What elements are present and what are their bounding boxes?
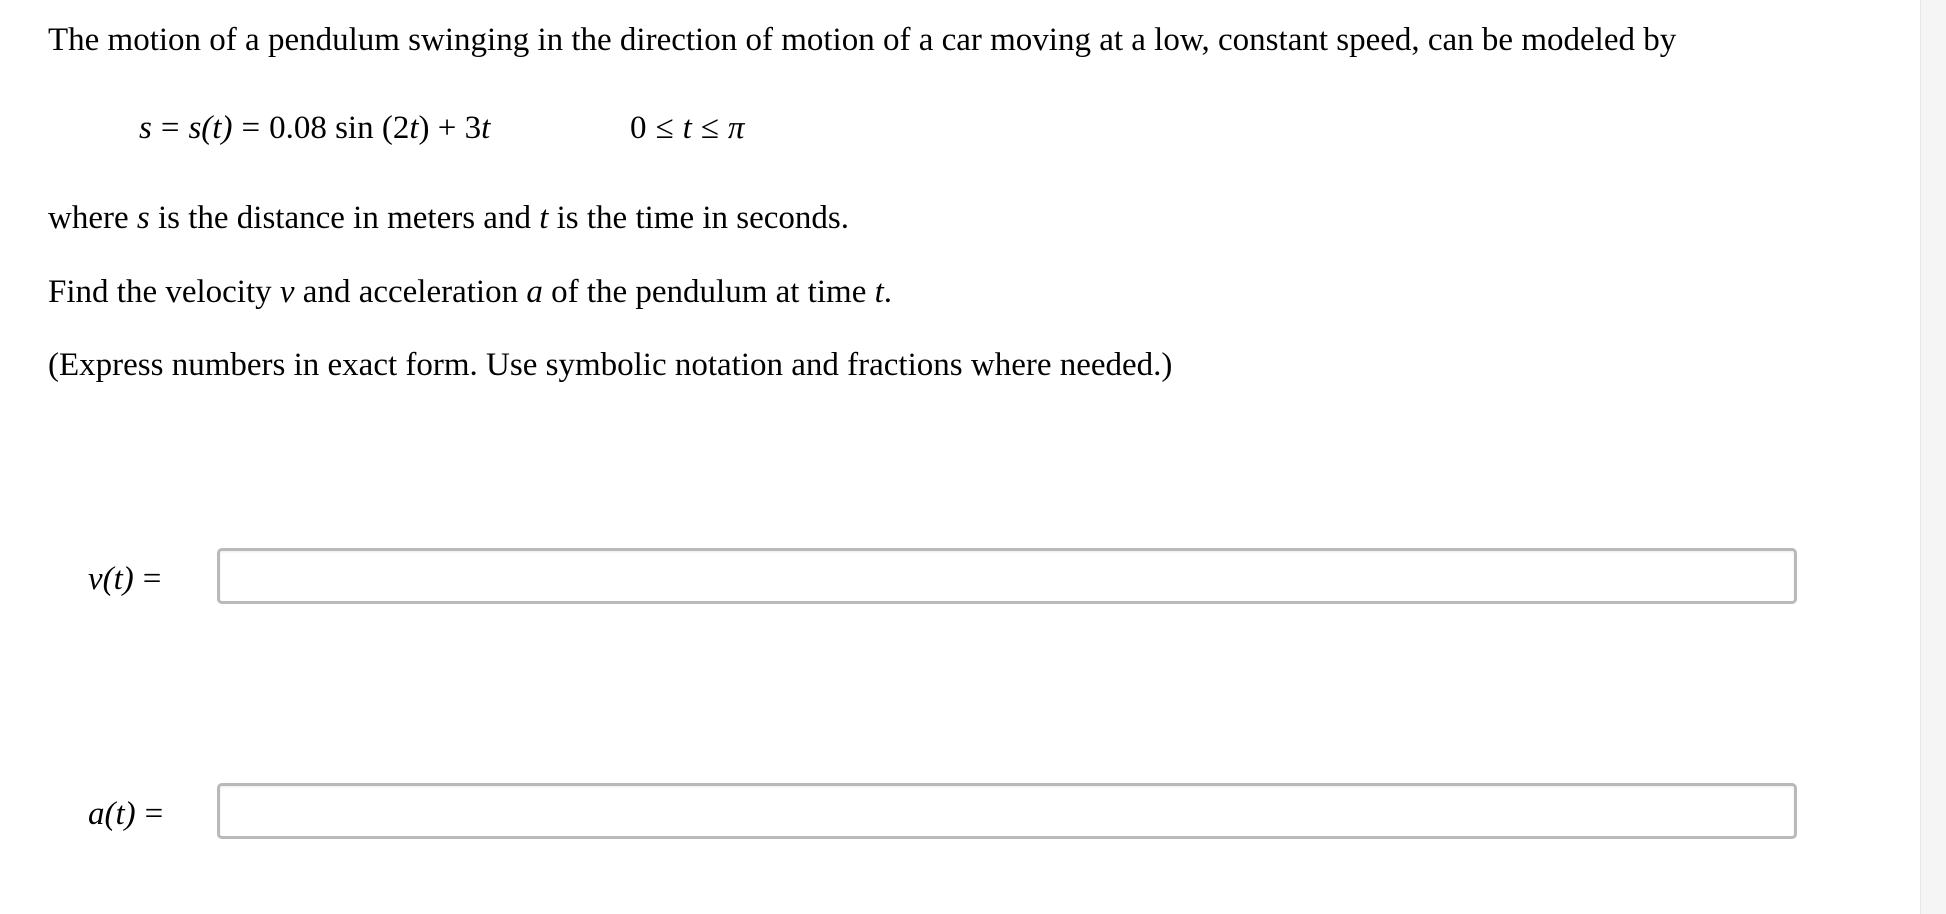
domain-le-1: ≤ [655, 110, 674, 146]
formula-expr-prefix: 0.08 sin (2 [269, 110, 410, 146]
position-formula [139, 108, 745, 148]
formula-lhs-var: s [139, 110, 152, 146]
find-t-var: t [874, 274, 884, 310]
variable-description [48, 198, 849, 238]
velocity-answer-input[interactable] [217, 548, 1797, 604]
where-prefix: where [48, 200, 137, 236]
where-t-var: t [539, 200, 549, 236]
acceleration-label-eq: = [144, 796, 164, 832]
domain-le-2: ≤ [700, 110, 719, 146]
formula-domain [630, 108, 744, 148]
domain-low: 0 [630, 110, 647, 146]
formula-equals-2: = [241, 110, 261, 146]
find-mid2: of the pendulum at time [542, 274, 875, 310]
domain-var: t [682, 110, 692, 146]
task-statement [48, 272, 892, 312]
domain-high: π [727, 110, 745, 146]
problem-intro: The motion of a pendulum swinging in the direction of motion of a car moving at a low, constant speed, can be modeled by [48, 22, 1677, 58]
find-v-var: v [279, 274, 295, 310]
formula-expr-mid: ) + 3 [418, 110, 482, 146]
where-mid: is the distance in meters and [149, 200, 540, 236]
formula-expr-var2: t [481, 110, 491, 146]
answer-instructions: (Express numbers in exact form. Use symbolic notation and fractions where needed.) [48, 347, 1173, 383]
velocity-label-func: v(t) [88, 561, 134, 597]
find-mid: and acceleration [294, 274, 527, 310]
formula-expr-var: t [409, 110, 419, 146]
where-suffix: is the time in seconds. [548, 200, 850, 236]
find-prefix: Find the velocity [48, 274, 280, 310]
velocity-label [88, 559, 170, 599]
acceleration-answer-input[interactable] [217, 783, 1797, 839]
vertical-scrollbar[interactable] [1920, 0, 1946, 914]
find-suffix: . [883, 274, 893, 310]
formula-equals-1: = [160, 110, 180, 146]
velocity-label-eq: = [142, 561, 162, 597]
acceleration-label-func: a(t) [88, 796, 136, 832]
find-a-var: a [526, 274, 543, 310]
where-s-var: s [136, 200, 150, 236]
acceleration-label [88, 794, 172, 834]
formula-func: s(t) [188, 110, 233, 146]
